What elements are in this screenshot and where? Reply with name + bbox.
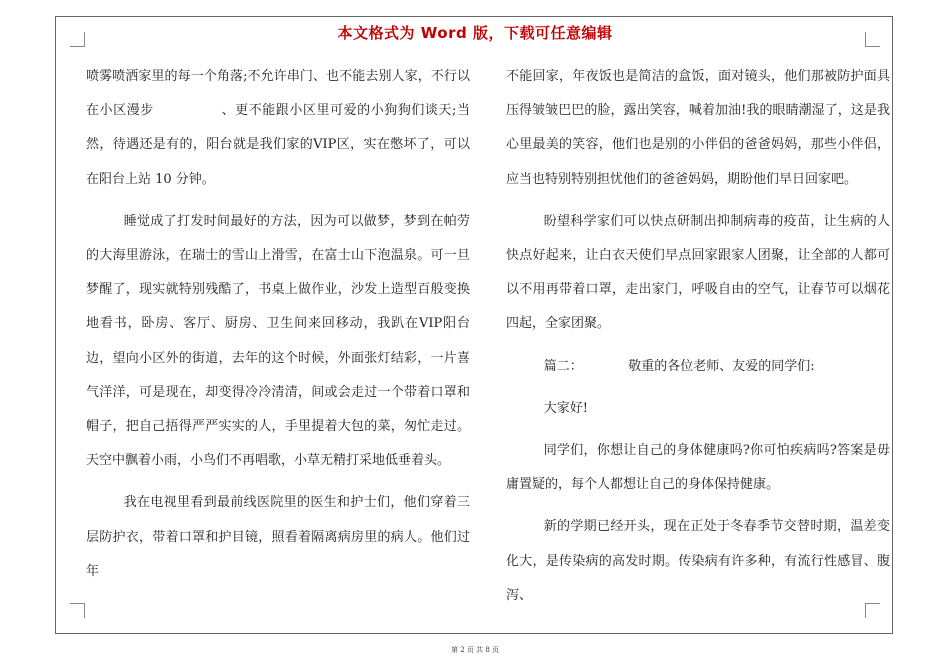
paragraph: 同学们，你想让自己的身体健康吗?你可怕疾病吗?答案是毋庸置疑的，每个人都想让自己的身体保持健康。 — [506, 443, 890, 493]
paragraph: 不能回家，年夜饭也是简洁的盒饭，面对镜头，他们那被防护面具压得皱皱巴巴的脸，露出笑容，喊着加油!我的眼睛潮湿了，这是我心里最美的笑容，他们也是别的小伴侣的爸爸妈妈，那些小伴侣，应当也特别特别担忧他们的爸爸妈妈，期盼他们早日回家吧。 — [506, 69, 890, 187]
paragraph: 新的学期已经开头，现在正处于冬春季节交替时期，温差变化大，是传染病的高发时期。传染病有许多种，有流行性感冒、腹泻、 — [506, 519, 890, 603]
page-number: 第 2 页 共 8 页 — [450, 646, 500, 654]
paragraph: 睡觉成了打发时间最好的方法，因为可以做梦，梦到在帕劳的大海里游泳，在瑞士的雪山上滑雪，在富士山下泡温泉。可一旦梦醒了，现实就特别残酷了，书桌上做作业，沙发上造型百般变换地看书，卧房、客厅、厨房、卫生间来回移动，我趴在VIP阳台边，望向小区外的街道，去年的这个时候，外面张灯结彩，一片喜气洋洋，可是现在，却变得冷冷清清，间或会走过一个带着口罩和帽子，把自己捂得严严实实的人，手里提着大包的菜，匆忙走过。天空中飘着小雨，小鸟们不再唱歌，小草无精打采地低垂着头。 — [86, 213, 470, 469]
paragraph: 喷雾喷洒家里的每一个角落;不允许串门、也不能去别人家，不行以在小区漫步 、更不能跟小区里可爱的小狗狗们谈天;当然，待遇还是有的，阳台就是我们家的VIP区，实在憋坏了，可以在阳台上站 10 分钟。 — [86, 69, 470, 187]
left-column — [86, 60, 470, 589]
word-format-banner: 本文格式为 Word 版，下载可任意编辑 — [337, 24, 613, 42]
section-heading: 篇二： 敬重的各位老师、友爱的同学们: — [543, 358, 815, 374]
paragraph: 我在电视里看到最前线医院里的医生和护士们，他们穿着三层防护衣，带着口罩和护目镜，照看着隔离病房里的病人。他们过年 — [86, 495, 470, 579]
crop-mark-bottom-left — [70, 603, 85, 618]
paragraph: 盼望科学家们可以快点研制出抑制病毒的疫苗，让生病的人快点好起来，让白衣天使们早点回家跟家人团聚，让全部的人都可以不用再带着口罩，走出家门，呼吸自由的空气，让春节可以烟花四起，全家团聚。 — [506, 213, 890, 332]
right-column — [506, 60, 890, 613]
greeting: 大家好! — [543, 400, 588, 416]
